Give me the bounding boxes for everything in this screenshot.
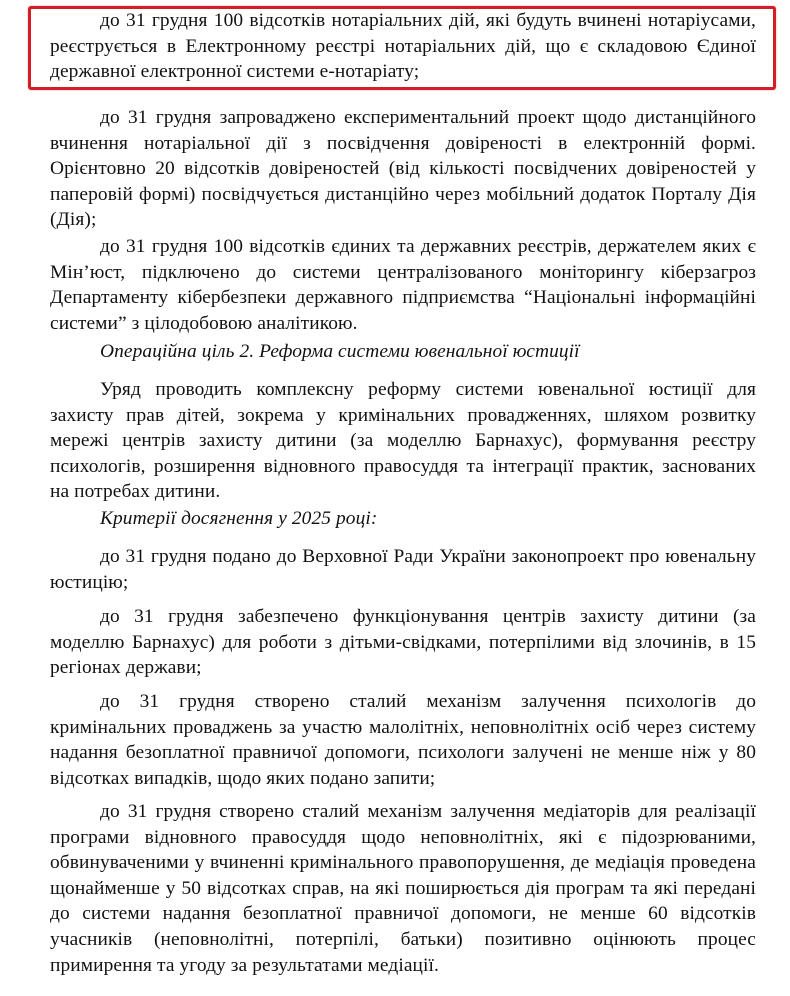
paragraph-cyber-monitoring: до 31 грудня 100 відсотків єдиних та державних реєстрів, держателем яких є Мін’юст, підключено до системи централізованого моніторингу кіберзагроз Департаменту кібербезпеки державного підприємства “Національні інформаційні системи” з цілодобовою аналітикою. xyxy=(50,236,756,334)
paragraph-juvenile-justice-reform: Уряд проводить комплексну реформу системи ювенальної юстиції для захисту прав дітей, зокрема у кримінальних провадженнях, шляхом розвитку мережі центрів захисту дитини (за моделлю Барнахус), формування реєстру психологів, розширення відновного правосуддя та інтеграції практик, заснованих на потребах дитини. xyxy=(50,379,756,503)
paragraph-remote-power-of-attorney: до 31 грудня запроваджено експериментальний проект щодо дистанційного вчинення нотаріальної дії з посвідчення довіреності в електронній формі. Орієнтовно 20 відсотків довіреностей (від кількості посвідчених довіреностей у паперовій формі) посвідчується дистанційно через мобільний додаток Порталу Дія (Дія); xyxy=(50,107,756,231)
heading-achievement-criteria-2025: Критерії досягнення у 2025 році: xyxy=(100,508,378,529)
paragraph-psychologists-mechanism: до 31 грудня створено сталий механізм залучення психологів до кримінальних проваджень за участю малолітніх, неповнолітніх осіб через систему надання безоплатної правничої допомоги, психологи залучені не менше ніж у 80 відсотках випадків, щодо яких подано запити; xyxy=(50,691,756,789)
paragraph-barnahus-centers: до 31 грудня забезпечено функціонування центрів захисту дитини (за моделлю Барнахус) для роботи з дітьми-свідками, потерпілими від злочинів, в 15 регіонах держави; xyxy=(50,606,756,679)
heading-operational-goal-2: Операційна ціль 2. Реформа системи ювенальної юстиції xyxy=(100,341,580,362)
paragraph-mediators-mechanism: до 31 грудня створено сталий механізм залучення медіаторів для реалізації програми відновного правосуддя щодо неповнолітніх, які є підозрюваними, обвинуваченими у вчиненні кримінального правопорушення, де медіація проведена щонайменше у 50 відсотках справ, на які поширюється дія програм та які передані до системи надання безоплатної правничої допомоги, не менше 60 відсотків учасників (неповнолітні, потерпілі, батьки) позитивно оцінюють процес примирення та угоду за результатами медіації. xyxy=(50,801,756,976)
paragraph-juvenile-justice-bill: до 31 грудня подано до Верховної Ради України законопроект про ювенальну юстицію; xyxy=(50,546,756,593)
paragraph-e-notary-registry: до 31 грудня 100 відсотків нотаріальних дій, які будуть вчинені нотаріусами, реєструється в Електронному реєстрі нотаріальних дій, що є складовою Єдиної державної електронної системи е-нотаріату; xyxy=(50,10,756,83)
